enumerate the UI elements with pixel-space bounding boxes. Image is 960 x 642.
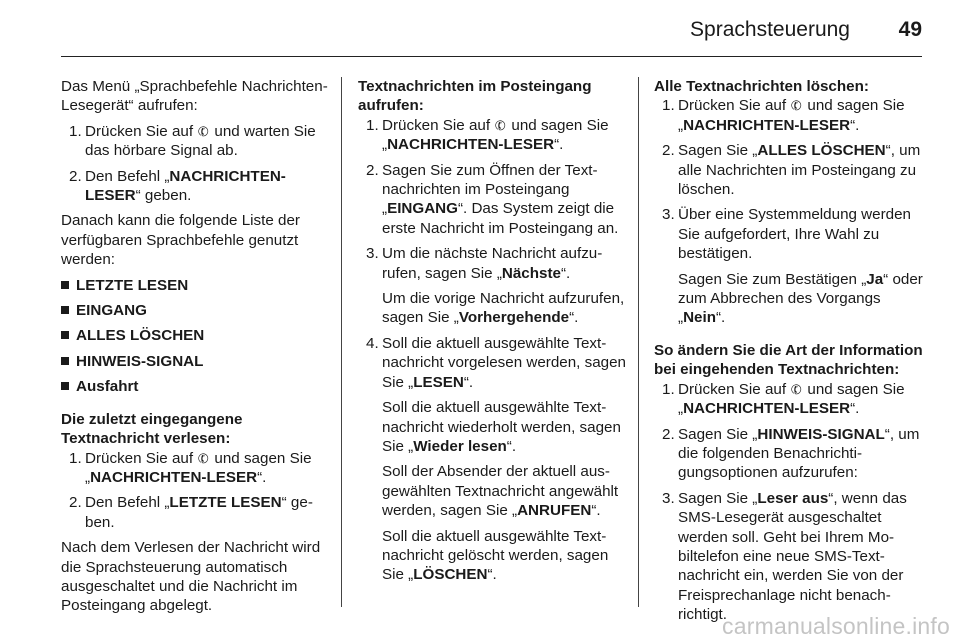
text: Drücken Sie auf [85, 449, 198, 467]
text: Den Befehl „ [85, 494, 170, 512]
text: und sagen Sie „ [382, 116, 609, 154]
page-header [0, 0, 960, 60]
section-heading: Die zuletzt eingegangene Textnachricht verlesen: [61, 410, 243, 448]
after-text: Danach kann die folgende Liste der verfügbaren Sprachbefehle genutzt werden: [61, 212, 300, 269]
step-number: 2. [69, 167, 82, 185]
list-item [358, 161, 626, 239]
text: “ oder zum Abbrechen des Vorgangs „ [678, 270, 923, 327]
command-item: EINGANG [61, 301, 329, 320]
text: Drücken Sie auf [678, 97, 791, 115]
step-number: 3. [366, 245, 379, 263]
text: “, um alle Nachrichten im Posteingang zu löschen. [678, 142, 921, 199]
step-number: 1. [69, 122, 82, 140]
text: “. [715, 309, 726, 327]
text: Um die nächste Nachricht aufzurufen, sagen Sie „ [382, 245, 603, 282]
phone-voice-icon: ✆ [788, 97, 805, 115]
text: “. [560, 264, 571, 282]
command-item: ALLES LÖSCHEN [61, 326, 329, 345]
step-list [654, 380, 926, 625]
command-item: Ausfahrt [61, 377, 329, 396]
text: Soll die aktuell ausgewählte Textnachricht vorgelesen werden, sagen Sie „ [382, 334, 626, 391]
text: Drücken Sie auf [678, 380, 791, 398]
text: Sagen Sie „ [678, 489, 758, 507]
step-number: 1. [662, 97, 675, 115]
sub-paragraph [382, 289, 626, 328]
text: Sagen Sie zum Bestätigen „ [678, 270, 867, 288]
text: “. [463, 373, 474, 391]
text: Soll der Absender der aktuell ausgewählten Textnachricht angewählt werden, sagen Sie „ [382, 463, 619, 520]
command: LETZTE LESEN [169, 494, 282, 512]
section-heading: So ändern Sie die Art der Information bei eingehenden Textnachrichten: [654, 341, 923, 379]
text: Soll die aktuell ausgewählte Textnachricht gelöscht werden, sagen Sie „ [382, 527, 609, 584]
header-rule [61, 56, 922, 57]
text: Den Befehl „ [85, 167, 170, 185]
column-3 [654, 77, 926, 631]
command: Nein [683, 309, 716, 327]
command: ANRUFEN [517, 502, 592, 520]
step-list [61, 122, 329, 206]
text: Sagen Sie zum Öffnen der Textnachrichten im Posteingang „ [382, 161, 598, 218]
text: “. [850, 400, 860, 418]
text: Über eine Systemmeldung werden Sie aufgefordert, Ihre Wahl zu bestätigen. [678, 206, 911, 263]
text: “. [554, 136, 564, 154]
text: “. [850, 116, 860, 134]
command: LÖSCHEN [413, 566, 488, 584]
command: Vorhergehende [458, 309, 570, 327]
step-list [358, 116, 626, 585]
command: Ja [866, 270, 884, 288]
step-number: 3. [662, 489, 675, 507]
outro-text: Nach dem Verlesen der Nachricht wird die Sprachsteuerung automatisch ausgeschaltet und die Nachricht im Posteingang abgelegt. [61, 539, 321, 615]
text: “. [591, 502, 601, 520]
section-heading: Textnachrichten im Posteingang aufrufen: [358, 78, 592, 115]
list-item [61, 122, 329, 161]
command-item: HINWEIS-SIGNAL [61, 352, 329, 371]
list-item [358, 116, 626, 155]
command: HINWEIS-SIGNAL [757, 425, 885, 443]
list-item [654, 205, 926, 327]
command: NACHRICHTEN-LESER [387, 136, 555, 154]
sub-paragraph [382, 527, 626, 585]
column-divider [638, 77, 639, 607]
intro-text: Das Menü „Sprachbefehle Nachrichten-Lesegerät“ aufrufen: [61, 78, 328, 115]
step-number: 2. [69, 494, 82, 512]
command: NACHRICHTEN-LESER [90, 468, 258, 486]
sub-paragraph [382, 462, 626, 520]
text: “. [569, 309, 579, 327]
list-item [358, 244, 626, 328]
command: Leser aus [757, 489, 829, 507]
command-item: LETZTE LESEN [61, 276, 329, 295]
list-item [654, 96, 926, 135]
text: “ geben. [85, 494, 313, 531]
command: ALLES LÖSCHEN [757, 142, 886, 160]
step-list [654, 96, 926, 327]
step-number: 4. [366, 334, 379, 352]
text: “. [487, 566, 497, 584]
list-item [654, 425, 926, 483]
text: Sagen Sie „ [678, 425, 758, 443]
list-item [358, 334, 626, 585]
column-2 [358, 77, 626, 591]
column-divider [341, 77, 342, 607]
section-heading: Alle Textnachrichten löschen: [654, 78, 869, 95]
text: und sagen Sie „ [678, 97, 905, 134]
list-item [654, 489, 926, 625]
text: und warten Sie das hörbare Signal ab. [85, 122, 316, 160]
text: Drücken Sie auf [85, 122, 198, 140]
text: und sagen Sie „ [85, 449, 312, 486]
step-number: 1. [662, 380, 675, 398]
text: Sagen Sie „ [678, 142, 758, 160]
step-number: 2. [366, 161, 379, 179]
text: Drücken Sie auf [382, 116, 495, 134]
phone-voice-icon: ✆ [195, 122, 212, 141]
text: Um die vorige Nachricht aufzurufen, sagen Sie „ [382, 290, 625, 327]
phone-voice-icon: ✆ [195, 449, 212, 467]
step-number: 2. [662, 425, 675, 443]
text: “. Das System zeigt die erste Nachricht im Posteingang an. [382, 200, 619, 237]
command: Wieder lesen [413, 437, 507, 455]
page-title: Sprachsteuerung [690, 18, 850, 41]
list-item [654, 141, 926, 199]
text: “. [257, 468, 267, 486]
list-item [61, 449, 329, 488]
command: EINGANG [387, 200, 458, 218]
step-number: 2. [662, 142, 675, 160]
text: und sagen Sie „ [678, 380, 905, 418]
list-item [61, 167, 329, 206]
step-number: 3. [662, 206, 675, 224]
command: NACHRICHTEN-LESER [683, 116, 851, 134]
command: LESEN [413, 373, 464, 391]
text: Soll die aktuell ausgewählte Textnachricht wiederholt werden, sagen Sie „ [382, 399, 621, 455]
command: Nächste [501, 264, 561, 282]
text: “. [506, 437, 517, 455]
text: “ geben. [135, 187, 192, 205]
sub-paragraph [382, 398, 626, 456]
step-number: 1. [366, 116, 379, 134]
column-1 [61, 77, 329, 622]
phone-voice-icon: ✆ [492, 116, 509, 135]
watermark: carmanualsonline.info [722, 613, 950, 639]
list-item [654, 380, 926, 419]
sub-paragraph [678, 270, 926, 328]
step-number: 1. [69, 449, 82, 467]
phone-voice-icon: ✆ [788, 380, 805, 399]
page-number: 49 [898, 18, 922, 41]
list-item [61, 493, 329, 532]
command: NACHRICHTEN-LESER [85, 167, 286, 205]
step-list [61, 449, 329, 533]
command-list [61, 276, 329, 397]
command: NACHRICHTEN-LESER [683, 400, 851, 418]
text: “, wenn das SMS-Lesegerät ausgeschaltet werden soll. Geht bei Ihrem Mobiltelefon eine neue SMS-Textnachricht ein, werden Sie von der Freisprechanlage nicht benachrichtigt. [678, 489, 907, 624]
text: “, um die folgenden Benachrichtigungsoptionen aufzurufen: [678, 425, 920, 482]
